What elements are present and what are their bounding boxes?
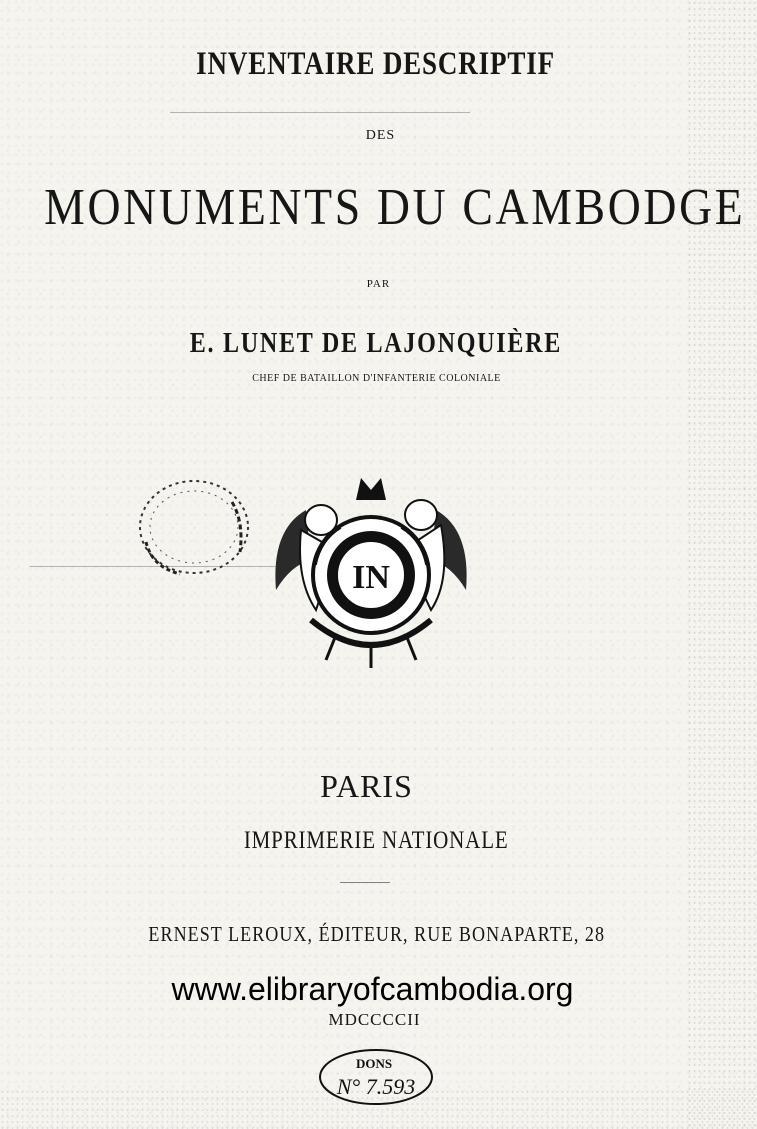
byline-par: PAR	[366, 278, 391, 290]
watermark-url: www.elibraryofcambodia.org	[171, 971, 574, 1007]
library-stamp-icon	[132, 472, 262, 582]
imprint-press: IMPRIMERIE NATIONALE	[243, 827, 509, 854]
title-line-1: INVENTAIRE DESCRIPTIF	[196, 46, 555, 82]
scan-noise-right	[687, 0, 757, 1129]
title-line-2: DES	[365, 128, 396, 143]
author-rank: CHEF DE BATAILLON D'INFANTERIE COLONIALE	[252, 373, 501, 384]
dons-stamp-icon	[316, 1046, 446, 1108]
title-line-3: MONUMENTS DU CAMBODGE	[44, 179, 746, 236]
imprint-year: MDCCCCII	[328, 1010, 421, 1029]
imprint-publisher: ERNEST LEROUX, ÉDITEUR, RUE BONAPARTE, 28	[148, 922, 606, 946]
author-name: E. LUNET DE LAJONQUIÈRE	[189, 328, 563, 359]
imprimerie-nationale-emblem-icon	[266, 470, 476, 670]
imprint-city: PARIS	[320, 768, 413, 804]
emblem-monogram: IN	[352, 559, 390, 596]
dons-label: DONS	[355, 1056, 393, 1071]
divider-rule	[170, 112, 470, 113]
dons-number: N° 7.593	[336, 1074, 416, 1099]
divider-rule	[340, 882, 390, 883]
